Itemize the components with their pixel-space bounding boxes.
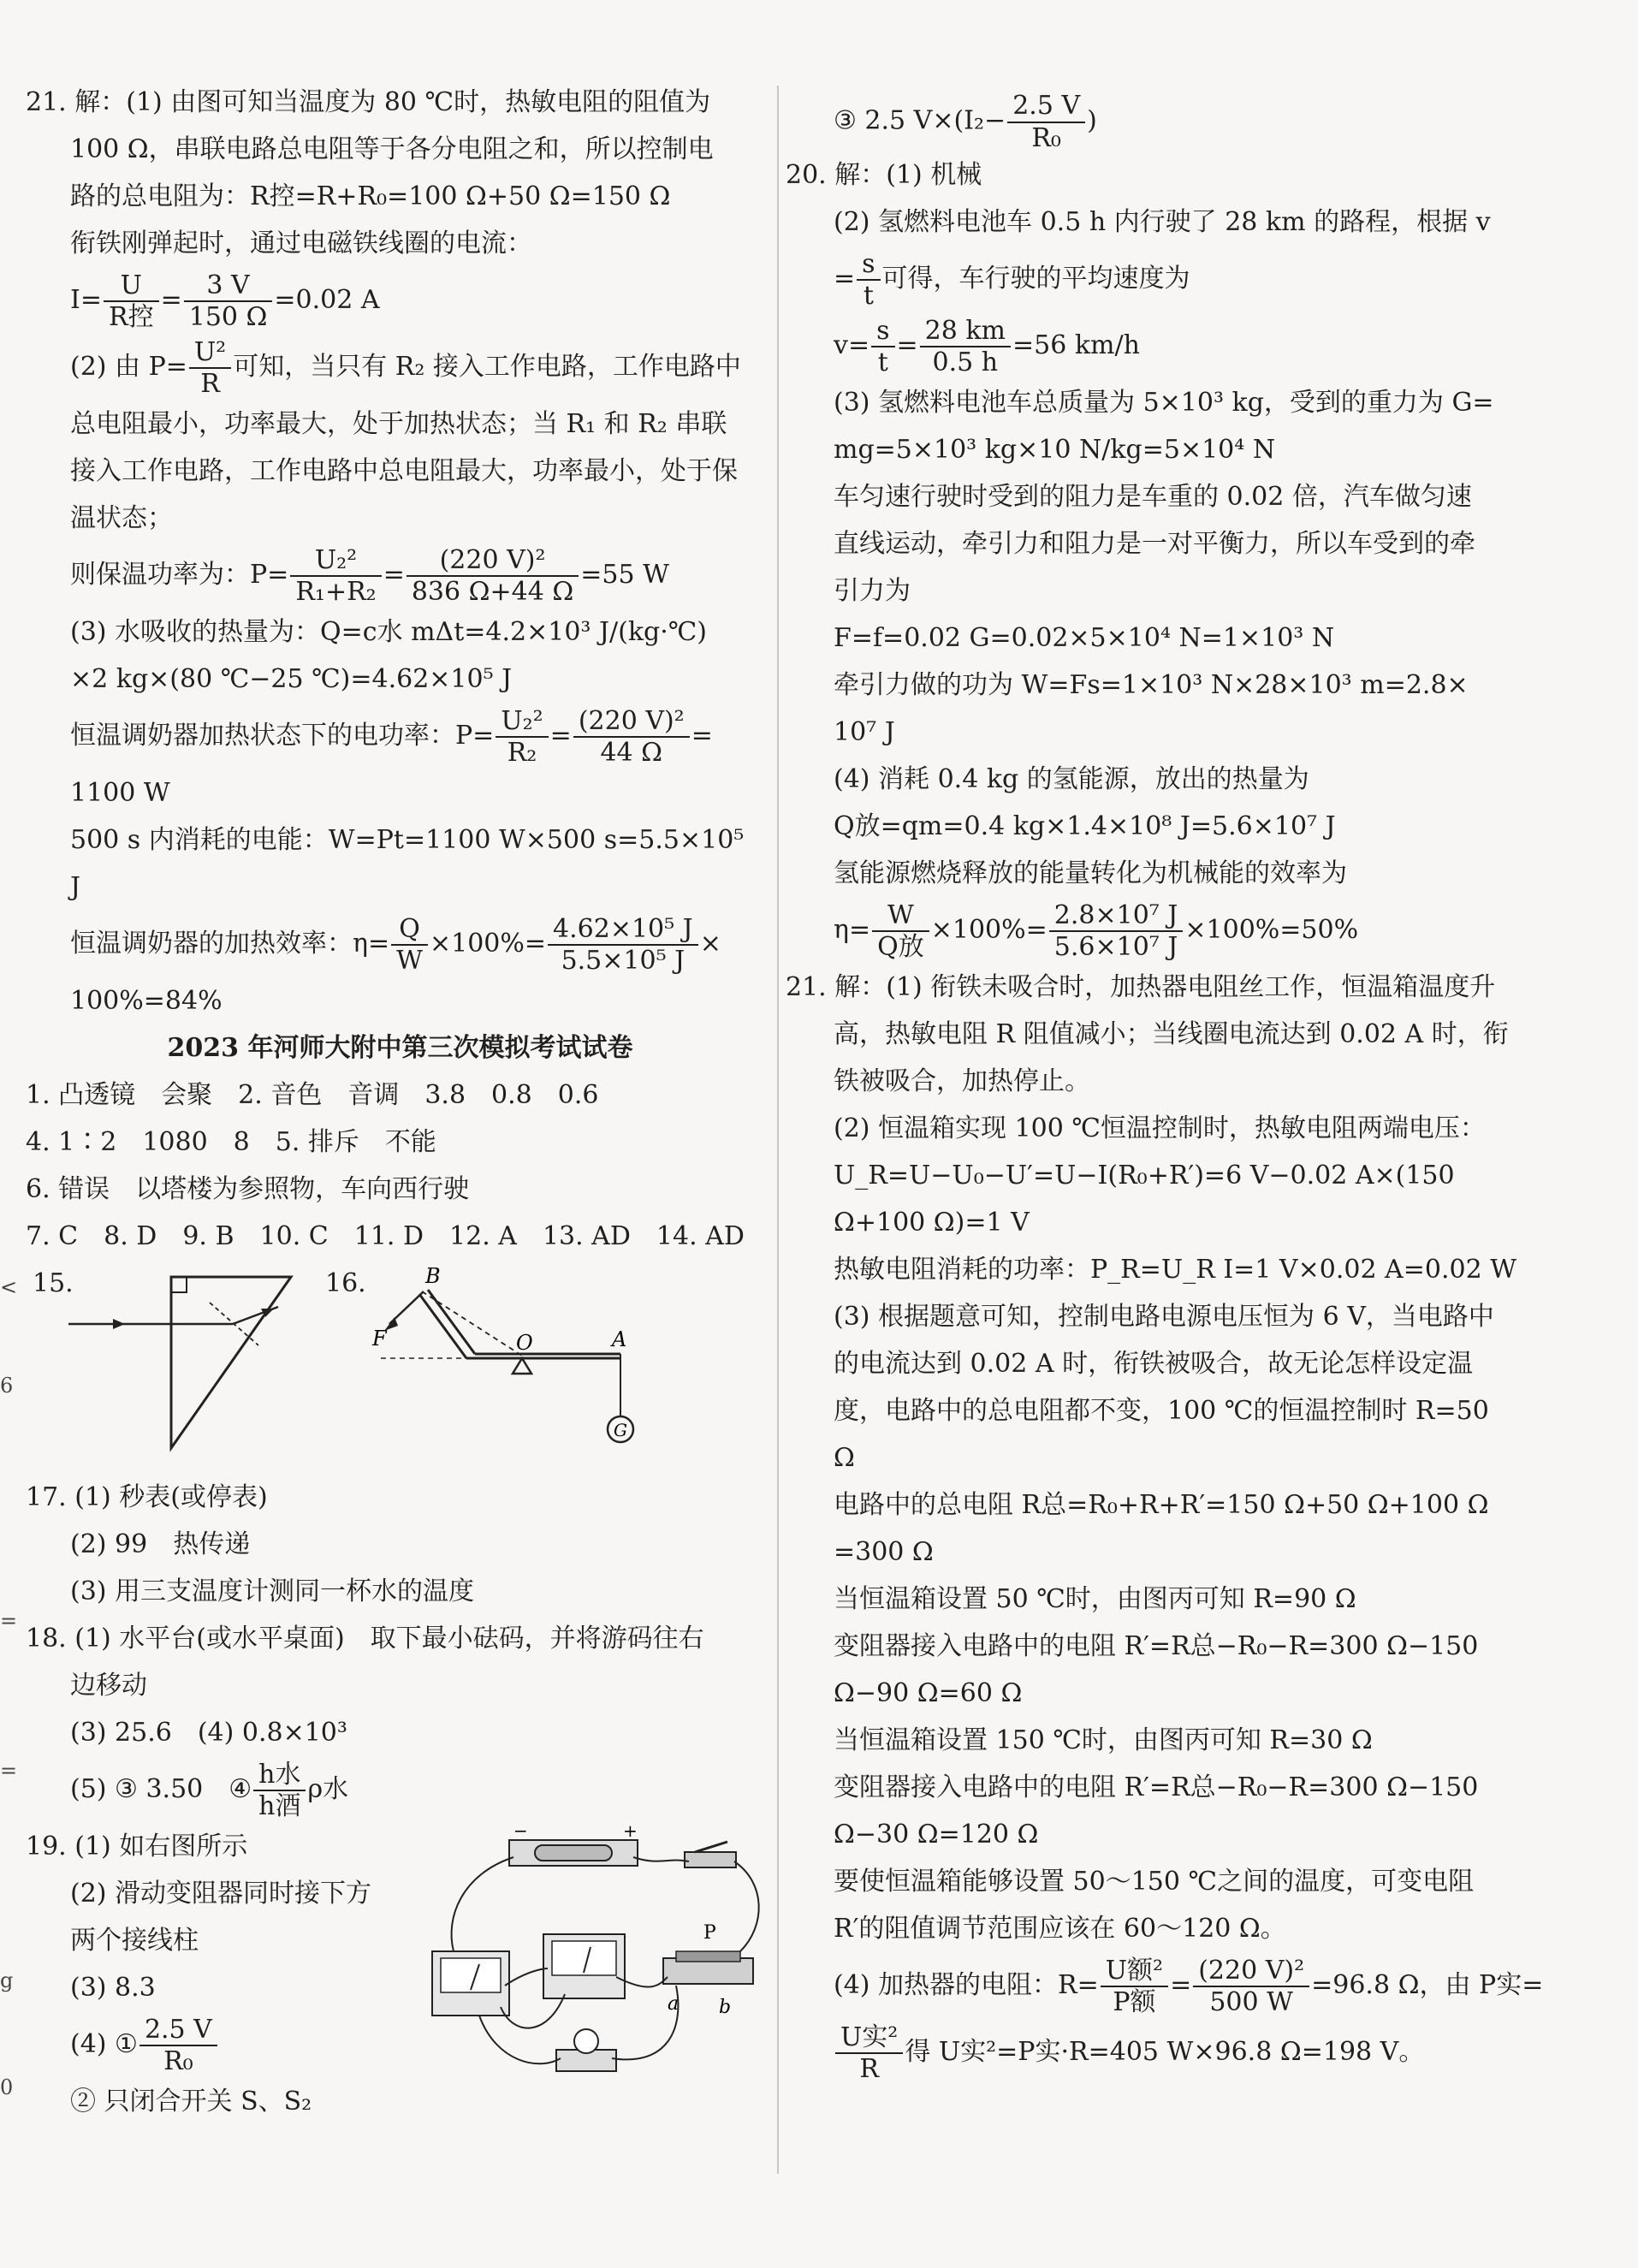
rheostat-rail bbox=[676, 1951, 740, 1962]
numerator: U实² bbox=[835, 2024, 903, 2055]
formula-line bbox=[786, 312, 1539, 379]
text-line: 两个接线柱 bbox=[70, 1926, 199, 1956]
formula-text: I= bbox=[70, 285, 102, 315]
point-label-a: A bbox=[612, 1327, 627, 1351]
formula-text: ×100%= bbox=[930, 915, 1047, 945]
text-line: 10⁷ J bbox=[834, 717, 895, 747]
wire bbox=[452, 1857, 513, 1951]
numerator: 2.8×10⁷ J bbox=[1049, 902, 1184, 933]
text-line: 度，电路中的总电阻都不变，100 ℃的恒温控制时 R=50 bbox=[834, 1396, 1489, 1426]
switch-base bbox=[685, 1852, 736, 1867]
numerator: 3 V bbox=[184, 272, 273, 303]
text-line: 铁被吸合，加热停止。 bbox=[834, 1066, 1090, 1096]
formula-text: = bbox=[383, 560, 405, 590]
text-line: (3) 根据题意可知，控制电路电源电压恒为 6 V，当电路中 bbox=[834, 1302, 1494, 1332]
formula-text: =56 km/h bbox=[1012, 330, 1140, 360]
formula-text: = bbox=[160, 285, 182, 315]
denominator: t bbox=[863, 281, 874, 311]
figure-16-label: 16. bbox=[325, 1268, 366, 1298]
right-angle-mark bbox=[171, 1277, 187, 1292]
text-line: Ω+100 Ω)=1 V bbox=[834, 1208, 1030, 1238]
formula-text: =96.8 Ω，由 P实= bbox=[1311, 1970, 1544, 2000]
text-line: 氢能源燃烧释放的能量转化为机械能的效率为 bbox=[834, 858, 1347, 888]
right-column bbox=[786, 91, 1544, 2086]
circuit-diagram bbox=[428, 1823, 770, 2080]
formula-text: = bbox=[1170, 1970, 1192, 2000]
point-label-b: B bbox=[425, 1264, 441, 1288]
numerator: 2.5 V bbox=[1007, 92, 1085, 123]
edge-mark: = bbox=[0, 1609, 18, 1633]
prism-shape bbox=[171, 1277, 291, 1448]
fraction bbox=[920, 315, 1011, 377]
fraction bbox=[139, 2016, 217, 2075]
denominator: W bbox=[396, 946, 423, 976]
text-line: Ω bbox=[834, 1443, 855, 1473]
denominator: t bbox=[877, 347, 888, 377]
edge-mark: = bbox=[0, 1759, 18, 1783]
edge-mark: < bbox=[0, 1275, 18, 1299]
fraction bbox=[548, 913, 698, 976]
edge-mark: 0 bbox=[0, 2075, 14, 2099]
text-line: 7. C 8. D 9. B 10. C 11. D 12. A 13. AD 14. AD bbox=[26, 1221, 745, 1251]
formula-text: ×100%= bbox=[429, 929, 547, 959]
text-line: ×2 kg×(80 ℃−25 ℃)=4.62×10⁵ J bbox=[70, 664, 513, 694]
wire bbox=[479, 2016, 561, 2063]
text-line: ② 只闭合开关 S、S₂ bbox=[70, 2087, 312, 2117]
denominator: 500 W bbox=[1209, 1987, 1293, 2017]
text-line: 接入工作电路，工作电路中总电阻最大，功率最小，处于保 bbox=[70, 456, 738, 486]
switch-icon bbox=[695, 1842, 727, 1852]
numerator: (220 V)² bbox=[573, 708, 690, 739]
denominator: 836 Ω+44 Ω bbox=[411, 577, 574, 607]
formula-text: = bbox=[691, 721, 713, 751]
answer-21-prev bbox=[26, 79, 774, 1024]
text-line: 变阻器接入电路中的电阻 R′=R总−R₀−R=300 Ω−150 bbox=[834, 1772, 1479, 1802]
formula-text: ρ水 bbox=[307, 1774, 349, 1804]
fraction bbox=[872, 899, 929, 962]
formula-text: = bbox=[549, 721, 572, 751]
text-line: Ω−30 Ω=120 Ω bbox=[834, 1820, 1039, 1849]
column-divider bbox=[777, 86, 779, 2174]
denominator: R₂ bbox=[507, 738, 537, 768]
text-line: 100%=84% bbox=[70, 986, 223, 1016]
text-line: 引力为 bbox=[834, 576, 911, 606]
text-line: 要使恒温箱能够设置 50～150 ℃之间的温度，可变电阻 bbox=[834, 1867, 1475, 1897]
text-line: (3) 用三支温度计测同一杯水的温度 bbox=[70, 1576, 475, 1606]
numerator: U² bbox=[189, 339, 231, 370]
formula-text: ) bbox=[1087, 105, 1097, 136]
formula-text: (5) ③ 3.50 ④ bbox=[70, 1774, 252, 1804]
text-line: (3) 25.6 (4) 0.8×10³ bbox=[70, 1718, 347, 1748]
text-line: (2) 氢燃料电池车 0.5 h 内行驶了 28 km 的路程，根据 v bbox=[834, 207, 1491, 237]
numerator: U₂² bbox=[496, 708, 548, 739]
formula-line bbox=[786, 92, 1539, 151]
terminal-label-a: a bbox=[668, 1993, 680, 2015]
text-line: (2) 滑动变阻器同时接下方 bbox=[70, 1879, 372, 1909]
figure-16-diagram bbox=[364, 1264, 655, 1474]
formula-text: 可得，车行驶的平均速度为 bbox=[881, 264, 1190, 294]
formula-text: 恒温调奶器的加热效率：η= bbox=[70, 929, 390, 959]
formula-line bbox=[26, 542, 774, 609]
fraction bbox=[189, 336, 231, 399]
formula-text: η= bbox=[834, 915, 871, 945]
formula-line bbox=[786, 897, 1539, 964]
denominator: 5.5×10⁵ J bbox=[561, 946, 685, 976]
numerator: W bbox=[872, 902, 929, 933]
numerator: (220 V)² bbox=[407, 547, 579, 578]
left-column bbox=[26, 79, 774, 2117]
lever-arm bbox=[419, 1294, 466, 1358]
point-label-o: O bbox=[516, 1331, 533, 1355]
denominator: 5.6×10⁷ J bbox=[1053, 932, 1178, 962]
denominator: R₁+R₂ bbox=[295, 577, 377, 607]
numerator: U bbox=[104, 272, 159, 303]
denominator: Q放 bbox=[877, 932, 924, 962]
formula-text: = bbox=[834, 264, 856, 294]
formula-text: (4) 加热器的电阻：R= bbox=[834, 1970, 1099, 2000]
text-line: 当恒温箱设置 150 ℃时，由图丙可知 R=30 Ω bbox=[834, 1725, 1373, 1755]
text-line: J bbox=[70, 872, 81, 902]
text-line: 500 s 内消耗的电能：W=Pt=1100 W×500 s=5.5×10⁵ bbox=[70, 825, 745, 855]
formula-text: (4) ① bbox=[70, 2029, 138, 2059]
denominator: P额 bbox=[1113, 1987, 1156, 2017]
formula-text: v= bbox=[834, 330, 870, 360]
figure-15-label: 15. bbox=[33, 1268, 74, 1298]
text-line: 18. (1) 水平台(或水平桌面) 取下最小砝码，并将游码往右 bbox=[26, 1624, 704, 1654]
text-line: U_R=U−U₀−U′=U−I(R₀+R′)=6 V−0.02 A×(150 bbox=[834, 1161, 1455, 1190]
formula-text: =0.02 A bbox=[274, 285, 380, 315]
text-line: 1. 凸透镜 会聚 2. 音色 音调 3.8 0.8 0.6 bbox=[26, 1080, 599, 1110]
text-line: (2) 恒温箱实现 100 ℃恒温控制时，热敏电阻两端电压： bbox=[834, 1113, 1486, 1143]
fraction bbox=[573, 705, 690, 768]
force-label-f: F bbox=[372, 1327, 387, 1351]
formula-line bbox=[26, 703, 774, 769]
numerator: U额² bbox=[1101, 1957, 1168, 1988]
fraction bbox=[871, 315, 894, 377]
text-line: 直线运动，牵引力和阻力是一对平衡力，所以车受到的牵 bbox=[834, 529, 1475, 559]
arrow-icon bbox=[113, 1319, 125, 1329]
text-line: 温状态； bbox=[70, 503, 173, 533]
formula-text: 可知，当只有 R₂ 接入工作电路，工作电路中 bbox=[233, 352, 741, 382]
fraction bbox=[290, 544, 381, 607]
denominator: 44 Ω bbox=[600, 738, 663, 768]
wire bbox=[734, 1861, 759, 1951]
text-line: =300 Ω bbox=[834, 1537, 934, 1567]
formula-line bbox=[26, 1756, 774, 1823]
formula-text: ③ 2.5 V×(I₂− bbox=[834, 105, 1006, 136]
text-line: 高，热敏电阻 R 阻值减小；当线圈电流达到 0.02 A 时，衔 bbox=[834, 1019, 1509, 1049]
exam-title: 2023 年河师大附中第三次模拟考试试卷 bbox=[167, 1033, 633, 1063]
text-line: Q放=qm=0.4 kg×1.4×10⁸ J=5.6×10⁷ J bbox=[834, 811, 1336, 841]
formula-line bbox=[786, 2019, 1539, 2086]
text-line: 牵引力做的功为 W=Fs=1×10³ N×28×10³ m=2.8× bbox=[834, 670, 1469, 700]
text-line: (3) 8.3 bbox=[70, 1973, 156, 2003]
denominator: R bbox=[200, 369, 220, 399]
battery-plus: + bbox=[623, 1823, 638, 1841]
formula-text: (2) 由 P= bbox=[70, 352, 187, 382]
text-line: 1100 W bbox=[70, 778, 170, 808]
denominator: 150 Ω bbox=[188, 302, 268, 332]
text-line: 边移动 bbox=[70, 1671, 147, 1701]
formula-line bbox=[786, 1952, 1544, 2019]
denominator: h酒 bbox=[258, 1791, 301, 1821]
numerator: h水 bbox=[253, 1761, 306, 1792]
wire bbox=[633, 1857, 689, 1861]
text-line: Ω−90 Ω=60 Ω bbox=[834, 1678, 1023, 1708]
formula-text: × bbox=[699, 929, 721, 959]
numerator: U₂² bbox=[290, 547, 381, 578]
battery-minus: − bbox=[513, 1823, 528, 1841]
denominator: R控 bbox=[109, 302, 154, 332]
numerator: 2.5 V bbox=[139, 2016, 217, 2047]
denominator: R₀ bbox=[1031, 122, 1061, 153]
numerator: s bbox=[871, 318, 894, 348]
denominator: 0.5 h bbox=[932, 347, 999, 377]
choice-answers bbox=[26, 1072, 774, 1260]
battery-icon bbox=[535, 1845, 612, 1861]
figure-15-diagram bbox=[68, 1268, 325, 1457]
edge-mark: 6 bbox=[0, 1374, 14, 1398]
text-line: 热敏电阻消耗的功率：P_R=U_R I=1 V×0.02 A=0.02 W bbox=[834, 1255, 1517, 1285]
denominator: R₀ bbox=[163, 2046, 193, 2076]
text-line: (2) 99 热传递 bbox=[70, 1529, 251, 1559]
slider-label-p: P bbox=[703, 1922, 716, 1944]
answer-18 bbox=[26, 1615, 774, 1823]
fraction bbox=[184, 272, 273, 331]
fraction bbox=[857, 248, 880, 311]
text-line: 6. 错误 以塔楼为参照物，车向西行驶 bbox=[26, 1174, 470, 1204]
text-line: 100 Ω，串联电路总电阻等于各分电阻之和，所以控制电 bbox=[70, 134, 714, 164]
text-line: (3) 氢燃料电池车总质量为 5×10³ kg，受到的重力为 G= bbox=[834, 388, 1494, 418]
fraction bbox=[253, 1761, 306, 1820]
fraction bbox=[1101, 1957, 1168, 2016]
text-line: 4. 1∶2 1080 8 5. 排斥 不能 bbox=[26, 1127, 436, 1157]
formula-line bbox=[786, 246, 1539, 312]
denominator: R bbox=[859, 2054, 879, 2084]
answer-17 bbox=[26, 1474, 774, 1615]
text-line: 当恒温箱设置 50 ℃时，由图丙可知 R=90 Ω bbox=[834, 1584, 1356, 1614]
formula-text: = bbox=[896, 330, 918, 360]
numerator: 4.62×10⁵ J bbox=[548, 916, 698, 947]
edge-mark: g bbox=[0, 1968, 14, 1992]
formula-text: =55 W bbox=[580, 560, 669, 590]
text-line: 衔铁刚弹起时，通过电磁铁线圈的电流： bbox=[70, 229, 532, 258]
formula-text: 则保温功率为：P= bbox=[70, 560, 289, 590]
text-line: F=f=0.02 G=0.02×5×10⁴ N=1×10³ N bbox=[834, 623, 1335, 653]
formula-text: 得 U实²=P实·R=405 W×96.8 Ω=198 V。 bbox=[905, 2037, 1425, 2067]
formula-line bbox=[26, 334, 774, 401]
fraction bbox=[407, 544, 579, 607]
text-line: 17. (1) 秒表(或停表) bbox=[26, 1482, 268, 1512]
lever-arm bbox=[428, 1290, 475, 1354]
answer-20 bbox=[786, 151, 1539, 964]
pivot-shape bbox=[513, 1358, 531, 1374]
text-line: 20. 解：(1) 机械 bbox=[786, 160, 982, 190]
text-line: (3) 水吸收的热量为：Q=c水 mΔt=4.2×10³ J/(kg·℃) bbox=[70, 617, 708, 647]
text-line: 路的总电阻为：R控=R+R₀=100 Ω+50 Ω=150 Ω bbox=[70, 181, 671, 211]
text-line: R′的阻值调节范围应该在 60～120 Ω。 bbox=[834, 1914, 1286, 1944]
text-line: 21. 解：(1) 衔铁未吸合时，加热器电阻丝工作，恒温箱温度升 bbox=[786, 972, 1496, 1002]
text-line: mg=5×10³ kg×10 N/kg=5×10⁴ N bbox=[834, 435, 1276, 465]
fraction bbox=[391, 913, 428, 976]
fraction bbox=[1049, 899, 1184, 962]
text-line: (4) 消耗 0.4 kg 的氢能源，放出的热量为 bbox=[834, 764, 1309, 794]
text-line: 的电流达到 0.02 A 时，衔铁被吸合，故无论怎样设定温 bbox=[834, 1349, 1474, 1379]
numerator: 28 km bbox=[920, 318, 1011, 348]
bulb-icon bbox=[574, 2029, 598, 2053]
formula-text: 恒温调奶器加热状态下的电功率：P= bbox=[70, 721, 495, 751]
formula-line bbox=[26, 911, 774, 977]
fraction bbox=[1193, 1957, 1309, 2016]
fraction bbox=[1007, 92, 1085, 151]
terminal-label-b: b bbox=[719, 1997, 732, 2018]
text-line: 21. 解：(1) 由图可知当温度为 80 ℃时，热敏电阻的阻值为 bbox=[26, 87, 711, 117]
formula-text: ×100%=50% bbox=[1184, 915, 1359, 945]
fraction bbox=[496, 705, 548, 768]
figures-15-16 bbox=[26, 1260, 774, 1474]
answer-19 bbox=[26, 1823, 774, 2117]
text-line: 19. (1) 如右图所示 bbox=[26, 1832, 248, 1861]
text-line: 电路中的总电阻 R总=R₀+R+R′=150 Ω+50 Ω+100 Ω bbox=[834, 1490, 1489, 1520]
numerator: s bbox=[857, 251, 880, 282]
fraction bbox=[835, 2024, 903, 2083]
answer-21 bbox=[786, 964, 1544, 2086]
numerator: Q bbox=[391, 916, 428, 947]
wire bbox=[505, 1968, 548, 1986]
numerator: (220 V)² bbox=[1193, 1957, 1309, 1988]
weight-label-g: G bbox=[614, 1420, 627, 1440]
fraction bbox=[104, 272, 159, 331]
text-line: 总电阻最小，功率最大，处于加热状态；当 R₁ 和 R₂ 串联 bbox=[70, 409, 727, 439]
formula-line bbox=[26, 267, 774, 334]
text-line: 车匀速行驶时受到的阻力是车重的 0.02 倍，汽车做匀速 bbox=[834, 482, 1472, 512]
text-line: 变阻器接入电路中的电阻 R′=R总−R₀−R=300 Ω−150 bbox=[834, 1631, 1479, 1661]
